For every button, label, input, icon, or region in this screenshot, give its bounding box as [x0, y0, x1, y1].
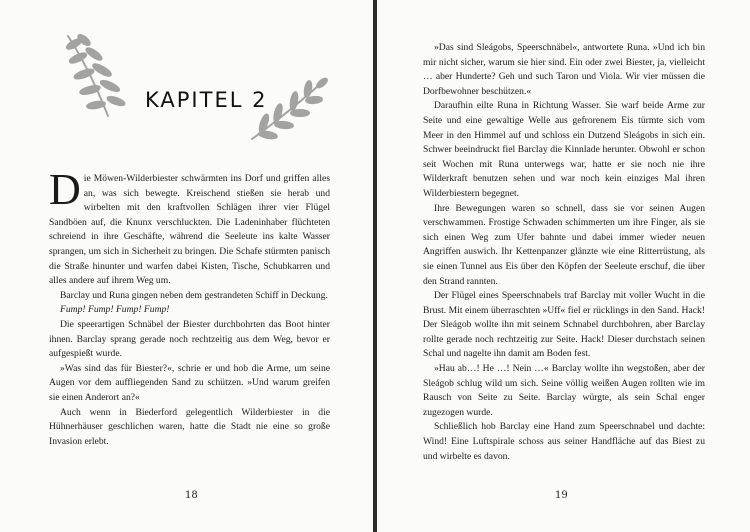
paragraph: Die Möwen-Wilderbiester schwärmten ins Dorf und griffen alles an, was sich bewegte. Kreischend stießen sie herab und wirbelten mit den kraftvollen Schlägen ihrer vier Flügel Sandböen auf, die Knunx verschluckten. Die Ladeninhaber flüchteten schreiend in ihre Geschäfte, während die Seeleute ins kalte Wasser sprangen, um sich in Sicherheit zu bringen. Die Schafe stürmten panisch die Straße hinunter und warfen dabei Kisten, Tische, Schubkarren und alles andere auf ihrem Weg um.	[49, 165, 330, 287]
drop-cap: D	[49, 165, 81, 214]
page-number: 19	[555, 490, 568, 501]
paragraph: Daraufhin eilte Runa in Richtung Wasser. Sie warf beide Arme zur Seite und eine gewaltige Welle aus gefrorenem Eis türmte sich vom Meer in den Himmel auf und schloss ein Dutzend Sleágobs in sich ein. Schwer beeindruckt fiel Barclay die Kinnlade herunter. Obwohl er schon seit Wochen mit Runa unterwegs war, hatte er sie noch nie ihre Wilderkraft benutzen sehen und war noch kein einziges Mal ihren Wilderbiestern begegnet.	[423, 100, 705, 199]
paragraph: Ihre Bewegungen waren so schnell, dass sie vor seinen Augen verschwammen. Frostige Schwaden schimmerten um ihre Finger, als sie sich einen Weg zum Ufer bahnte und dabei immer wieder neuen Angriffen auswich. Ihr Kettenpanzer glänzte wie eine Ritterrüstung, als sie einen Tunnel aus Eis über den Köpfen der Seeleute erschuf, die über den Strand rannten.	[423, 202, 705, 287]
fern-ornament-left-icon	[62, 30, 140, 122]
paragraph: Schließlich hob Barclay eine Hand zum Speerschnabel und dachte: Wind! Eine Luftspirale schoss aus seiner Handfläche auf das Biest zu und wirbelte es davon.	[423, 421, 705, 462]
page-number: 18	[185, 490, 198, 501]
paragraph: Der Flügel eines Speerschnabels traf Barclay mit voller Wucht in die Brust. Mit einem überraschten »Uff« fiel er rücklings in den Sand. Hack! Der Sleágob wollte ihn mit seinem Schnabel durchbohren, aber Barclay rollte gerade noch rechtzeitig zur Seite. Hack! Dieser durchstach seinen Schal und nagelte ihn damit am Boden fest.	[423, 290, 705, 360]
right-page	[377, 0, 750, 532]
paragraph: »Was sind das für Biester?«, schrie er und hob die Arme, um seine Augen vor dem auffliegenden Sand zu schützen. »Und warum greifen sie einen Anderort an?«	[49, 362, 330, 403]
paragraph: »Das sind Sleágobs, Speerschnäbel«, antwortete Runa. »Und ich bin mir nicht sicher, warum sie hier sind. Ein oder zwei Biester, ja, vielleicht … aber Hunderte? Geh und such Taron und Viola. Wir vier müssen die Dorfbewohner beschützen.«	[423, 42, 705, 97]
paragraph: Barclay und Runa gingen neben dem gestrandeten Schiff in Deckung.	[60, 289, 328, 301]
left-body-text	[49, 165, 330, 449]
paragraph: Auch wenn in Biederford gelegentlich Wilderbiester in die Hühnerhäuser geschlichen waren, hatte die Stadt nie eine so große Invasion erlebt.	[49, 406, 330, 447]
paragraph: »Hau ab…! He …! Nein …« Barclay wollte ihn wegstoßen, aber der Sleágob schlug wild um sich. Seine völlig weißen Augen rollten wie im Rausch von Seite zu Seite. Barclay würgte, als sein Schal enger zugezogen wurde.	[423, 363, 705, 418]
left-page	[0, 0, 373, 532]
paragraph: Die speerartigen Schnäbel der Biester durchbohrten das Boot hinter ihnen. Barclay sprang gerade noch rechtzeitig aus dem Weg, bevor er aufgespießt wurde.	[49, 318, 330, 360]
sound-effect-line: Fump! Fump! Fump! Fump!	[60, 304, 170, 316]
right-body-text	[423, 41, 705, 464]
fern-ornament-right-icon	[248, 73, 330, 143]
chapter-title: KAPITEL 2	[145, 88, 268, 112]
